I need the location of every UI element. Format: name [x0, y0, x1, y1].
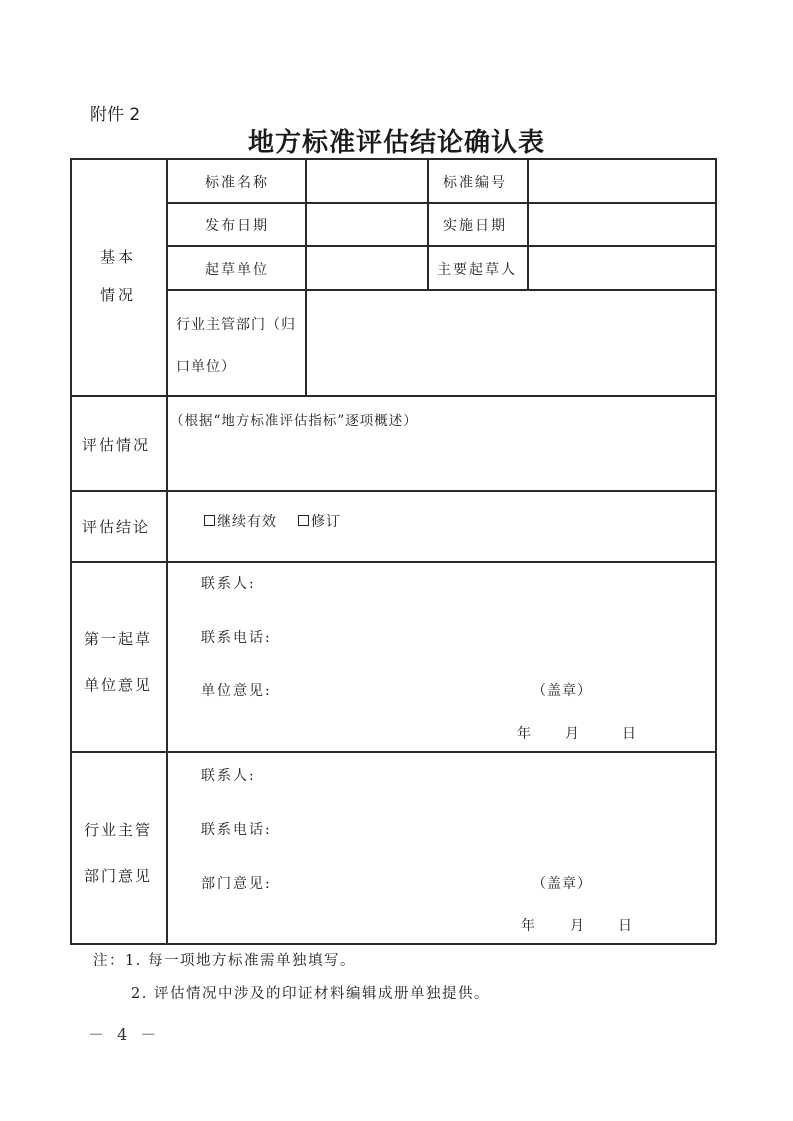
- standard-name-label: 标准名称: [205, 175, 269, 191]
- standard-name-field[interactable]: [307, 160, 426, 201]
- industry-dept-phone-label: 联系电话:: [201, 822, 272, 838]
- section-divider: [70, 751, 716, 753]
- drafting-unit-field[interactable]: [307, 247, 426, 288]
- label-column-divider: [166, 158, 168, 944]
- industry-dept-field[interactable]: [307, 291, 714, 394]
- first-drafter-section-label: 第一起草 单位意见: [83, 630, 152, 694]
- assessment-hint: （根据“地方标准评估指标”逐项概述）: [170, 413, 418, 429]
- checkbox-icon[interactable]: [298, 515, 309, 526]
- first-drafter-contact-label: 联系人:: [201, 576, 256, 592]
- first-drafter-day: 日: [622, 726, 638, 742]
- assessment-field[interactable]: [168, 430, 714, 489]
- first-drafter-seal: （盖章）: [532, 683, 592, 699]
- main-drafter-label: 主要起草人: [437, 262, 517, 278]
- industry-dept-section-label: 行业主管 部门意见: [83, 821, 152, 885]
- option-continue-valid[interactable]: 继续有效: [204, 511, 277, 531]
- option-revise[interactable]: 修订: [298, 511, 341, 531]
- industry-dept-opinion-label: 部门意见:: [201, 876, 272, 892]
- section-divider: [70, 561, 716, 563]
- drafting-unit-label: 起草单位: [205, 262, 269, 278]
- checkbox-icon[interactable]: [204, 515, 215, 526]
- industry-dept-label-line1: 行业主管部门（归: [176, 317, 296, 333]
- implement-date-label: 实施日期: [443, 218, 507, 234]
- main-drafter-field[interactable]: [529, 247, 714, 288]
- section-divider: [70, 490, 716, 492]
- table-border-right: [715, 158, 717, 944]
- section-divider: [70, 395, 716, 397]
- attachment-label: 附件 2: [90, 105, 141, 125]
- conclusion-label: 评估结论: [82, 518, 151, 536]
- publish-date-label: 发布日期: [205, 218, 269, 234]
- first-drafter-phone-label: 联系电话:: [201, 630, 272, 646]
- industry-dept-day: 日: [618, 918, 634, 934]
- form-title: 地方标准评估结论确认表: [247, 128, 545, 158]
- industry-dept-year: 年: [521, 918, 537, 934]
- column-divider: [427, 158, 429, 290]
- standard-number-label: 标准编号: [443, 175, 507, 191]
- first-drafter-year: 年: [517, 726, 533, 742]
- basic-section-label: 基本 情况: [99, 248, 136, 304]
- note-line-2: 2. 评估情况中涉及的印证材料编辑成册单独提供。: [131, 986, 490, 1002]
- industry-dept-month: 月: [570, 918, 586, 934]
- industry-dept-label-line2: 口单位）: [176, 359, 236, 375]
- first-drafter-opinion-label: 单位意见:: [201, 683, 272, 699]
- publish-date-field[interactable]: [307, 204, 426, 244]
- note-line-1: 注：1. 每一项地方标准需单独填写。: [93, 953, 356, 969]
- page-number: － 4 －: [88, 1025, 161, 1044]
- industry-dept-contact-label: 联系人:: [201, 768, 256, 784]
- industry-dept-seal: （盖章）: [532, 876, 592, 892]
- first-drafter-month: 月: [565, 726, 581, 742]
- standard-number-field[interactable]: [529, 160, 714, 201]
- implement-date-field[interactable]: [529, 204, 714, 244]
- assessment-label: 评估情况: [82, 436, 151, 454]
